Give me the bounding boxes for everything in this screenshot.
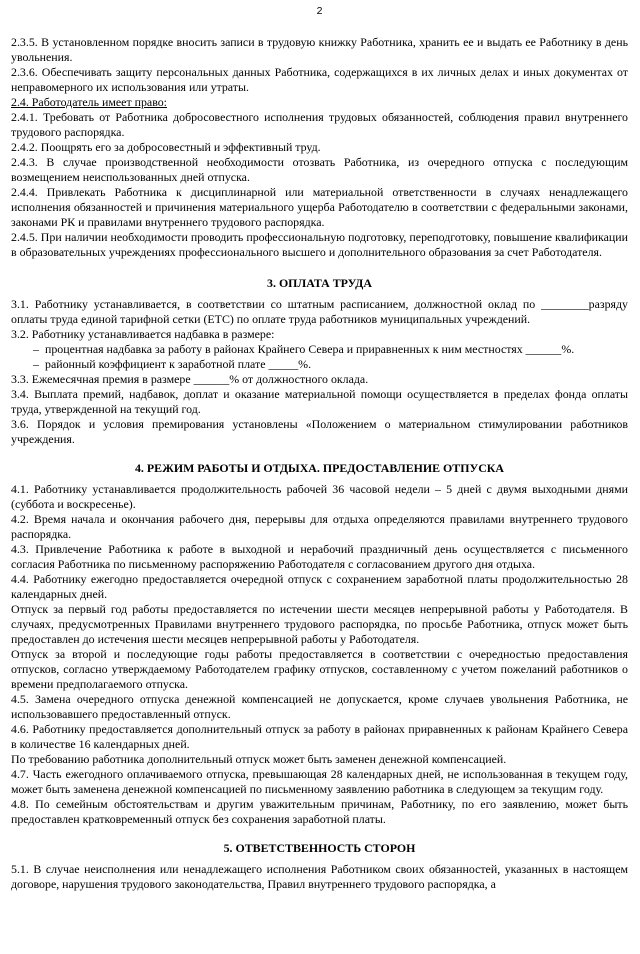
bullet-text: процентная надбавка за работу в районах Крайнего Севера и приравненных к ним местностях ______%. <box>45 342 575 356</box>
section-4-heading: 4. РЕЖИМ РАБОТЫ И ОТДЫХА. ПРЕДОСТАВЛЕНИЕ ОТПУСКА <box>134 461 504 475</box>
employer-rights-subheading-text: 2.4. Работодатель имеет право: <box>11 95 167 109</box>
paragraph-2-4-5: 2.4.5. При наличии необходимости проводить профессиональную подготовку, переподготовку, повышение квалификации в образовательных учреждениях профессионального высшего и дополнительного образования за счет Работодателя. <box>11 230 628 259</box>
section-3-heading: 3. ОПЛАТА ТРУДА <box>267 276 372 290</box>
paragraph-5-1: 5.1. В случае неисполнения или ненадлежащего исполнения Работником своих обязанностей, указанных в настоящем договоре, нарушения трудового законодательства, Правил внутреннего трудового распорядка, а <box>11 862 628 891</box>
document-page <box>11 0 628 892</box>
paragraph-3-1: 3.1. Работнику устанавливается, в соответствии со штатным расписанием, должностной оклад по ________разряду оплаты труда единой тарифной сетки (ЕТС) по оплате труда работников муниципальных учреждений. <box>11 297 628 326</box>
paragraph-4-5: 4.5. Замена очередного отпуска денежной компенсацией не допускается, кроме случаев увольнения Работника, не использовавшего предоставленный отпуск. <box>11 692 628 721</box>
paragraph-2-4-4: 2.4.4. Привлекать Работника к дисциплинарной или материальной ответственности в случаях ненадлежащего исполнения обязанностей и причинения материального ущерба Работодателю в соответствии с федеральными законами, законами РК и правилами внутреннего трудового распорядка. <box>11 185 628 229</box>
bullet-text: районный коэффициент к заработной плате _____%. <box>45 357 312 371</box>
paragraph-4-8: 4.8. По семейным обстоятельствам и другим уважительным причинам, Работнику, по его заявлению, может быть предоставлен кратковременный отпуск без сохранения заработной платы. <box>11 797 628 826</box>
paragraph-2-4-2: 2.4.2. Поощрять его за добросовестный и эффективный труд. <box>11 140 321 154</box>
employer-rights-subheading <box>11 95 628 110</box>
bullet-item-northern-allowance <box>11 342 628 357</box>
paragraph-3-3: 3.3. Ежемесячная премия в размере ______% от должностного оклада. <box>11 372 369 386</box>
paragraph-3-6: 3.6. Порядок и условия премирования установлены «Положением о материальном стимулировании работников учреждения. <box>11 417 628 446</box>
paragraph-2-3-6: 2.3.6. Обеспечивать защиту персональных данных Работника, содержащихся в их личных делах и иных документах от неправомерного их использования или утраты. <box>11 65 628 94</box>
paragraph-4-3: 4.3. Привлечение Работника к работе в выходной и нерабочий праздничный день осуществляется с письменного согласия Работника по письменному распоряжению Работодателя с согласованием другого дня отдыха. <box>11 542 628 571</box>
paragraph-4-4: 4.4. Работнику ежегодно предоставляется очередной отпуск с сохранением заработной платы продолжительностью 28 календарных дней. <box>11 572 628 601</box>
page-number: 2 <box>316 5 323 17</box>
paragraph-first-year-leave: Отпуск за первый год работы предоставляется по истечении шести месяцев непрерывной работы у Работодателя. В случаях, предусмотренных Правилами внутреннего трудового распорядка, по просьбе Работника, отпуск может быть предоставлен до истечения шести месяцев непрерывной работы у Работодателя. <box>11 602 628 646</box>
paragraph-additional-leave-compensation: По требованию работника дополнительный отпуск может быть заменен денежной компенсацией. <box>11 752 507 766</box>
paragraph-3-2: 3.2. Работнику устанавливается надбавка в размере: <box>11 327 275 341</box>
paragraph-2-4-1: 2.4.1. Требовать от Работника добросовестного исполнения трудовых обязанностей, соблюдения правил внутреннего трудового распорядка. <box>11 110 628 139</box>
dash-bullet-icon: – <box>33 342 39 356</box>
paragraph-subsequent-years-leave: Отпуск за второй и последующие годы работы предоставляется в соответствии с очередностью предоставления отпусков, согласно утверждаемому Работодателем графику отпусков, составленному с учетом пожеланий работников о времени предполагаемого отпуска. <box>11 647 628 691</box>
paragraph-2-4-3: 2.4.3. В случае производственной необходимости отозвать Работника, из очередного отпуска с последующим возмещением неиспользованных дней отпуска. <box>11 155 628 184</box>
paragraph-4-2: 4.2. Время начала и окончания рабочего дня, перерывы для отдыха определяются правилами внутреннего трудового распорядка. <box>11 512 628 541</box>
section-5-heading: 5. ОТВЕТСТВЕННОСТЬ СТОРОН <box>223 841 416 855</box>
paragraph-4-1: 4.1. Работнику устанавливается продолжительность рабочей 36 часовой недели – 5 дней с двумя выходными днями (суббота и воскресенье). <box>11 482 628 511</box>
bullet-item-regional-coefficient <box>11 357 628 372</box>
dash-bullet-icon: – <box>33 357 39 371</box>
paragraph-4-7: 4.7. Часть ежегодного оплачиваемого отпуска, превышающая 28 календарных дней, не использованная в текущем году, может быть заменена денежной компенсацией по письменному заявлению работника в следующем за текущим году. <box>11 767 628 796</box>
paragraph-3-4: 3.4. Выплата премий, надбавок, доплат и оказание материальной помощи осуществляется в пределах фонда оплаты труда, утвержденной на текущий год. <box>11 387 628 416</box>
paragraph-2-3-5: 2.3.5. В установленном порядке вносить записи в трудовую книжку Работника, хранить ее и выдать ее Работнику в день увольнения. <box>11 35 628 64</box>
paragraph-4-6: 4.6. Работнику предоставляется дополнительный отпуск за работу в районах приравненных к районам Крайнего Севера в количестве 16 календарных дней. <box>11 722 628 751</box>
